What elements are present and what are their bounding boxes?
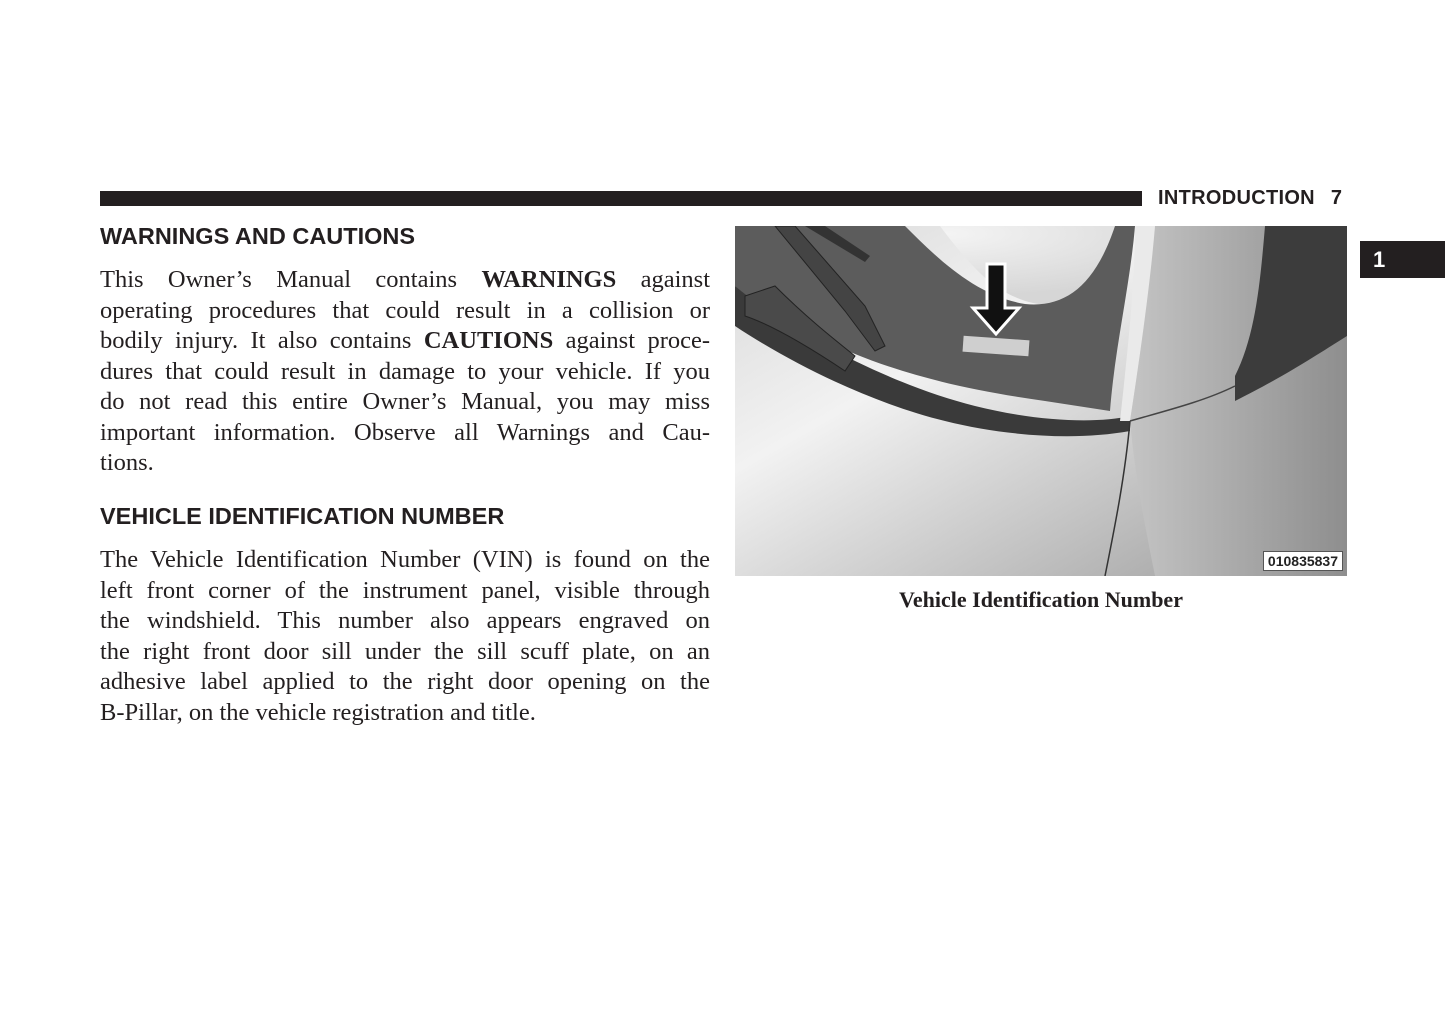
vin-illustration [735, 226, 1347, 576]
paragraph-vin [100, 545, 710, 728]
section-title: INTRODUCTION [1158, 187, 1315, 209]
emphasis-text: WARNINGS [481, 266, 617, 293]
text-run: adhesive label applied to the right door opening on the [100, 668, 710, 695]
paragraph-warnings-cautions [100, 265, 710, 479]
text-line [100, 545, 710, 576]
text-run: left front corner of the instrument panel, visible through [100, 576, 710, 604]
text-line [100, 326, 710, 357]
text-run: bodily injury. It also contains [100, 327, 424, 354]
chapter-tab [1360, 241, 1445, 278]
figure-caption: Vehicle Identification Number [899, 587, 1183, 612]
text-run: against [616, 266, 710, 293]
text-line [100, 387, 710, 418]
emphasis-text: CAUTIONS [423, 327, 554, 354]
text-run: This Owner’s Manual contains [100, 266, 482, 293]
text-line [100, 698, 710, 729]
text-line [100, 606, 710, 637]
text-line [100, 357, 710, 388]
heading-vin: VEHICLE IDENTIFICATION NUMBER [100, 503, 505, 529]
text-run: important information. Observe all Warnings and Cau- [100, 418, 710, 446]
running-header [1158, 187, 1342, 210]
text-run: B-Pillar, on the vehicle registration and title. [100, 698, 536, 726]
text-line [100, 448, 710, 479]
text-run: against proce- [553, 327, 711, 354]
heading-warnings-cautions: WARNINGS AND CAUTIONS [100, 223, 416, 249]
text-line [100, 576, 710, 607]
text-line [100, 667, 710, 698]
text-line [100, 296, 710, 327]
vehicle-windshield-drawing [735, 226, 1347, 576]
text-line [100, 265, 710, 296]
text-run: do not read this entire Owner’s Manual, you may miss [100, 388, 710, 415]
text-run: dures that could result in damage to your vehicle. If you [100, 357, 710, 385]
text-run: The Vehicle Identification Number (VIN) is found on the [100, 546, 710, 573]
text-run: the windshield. This number also appears engraved on [100, 607, 710, 634]
text-run: the right front door sill under the sill scuff plate, on an [100, 637, 710, 665]
text-line [100, 418, 710, 449]
figure-id-label: 010835837 [1263, 551, 1343, 571]
text-run: operating procedures that could result in a collision or [100, 296, 710, 324]
text-line [100, 637, 710, 668]
header-rule [100, 191, 1142, 206]
chapter-number: 1 [1373, 247, 1386, 272]
page-number: 7 [1330, 187, 1343, 209]
text-run: tions. [100, 449, 154, 476]
